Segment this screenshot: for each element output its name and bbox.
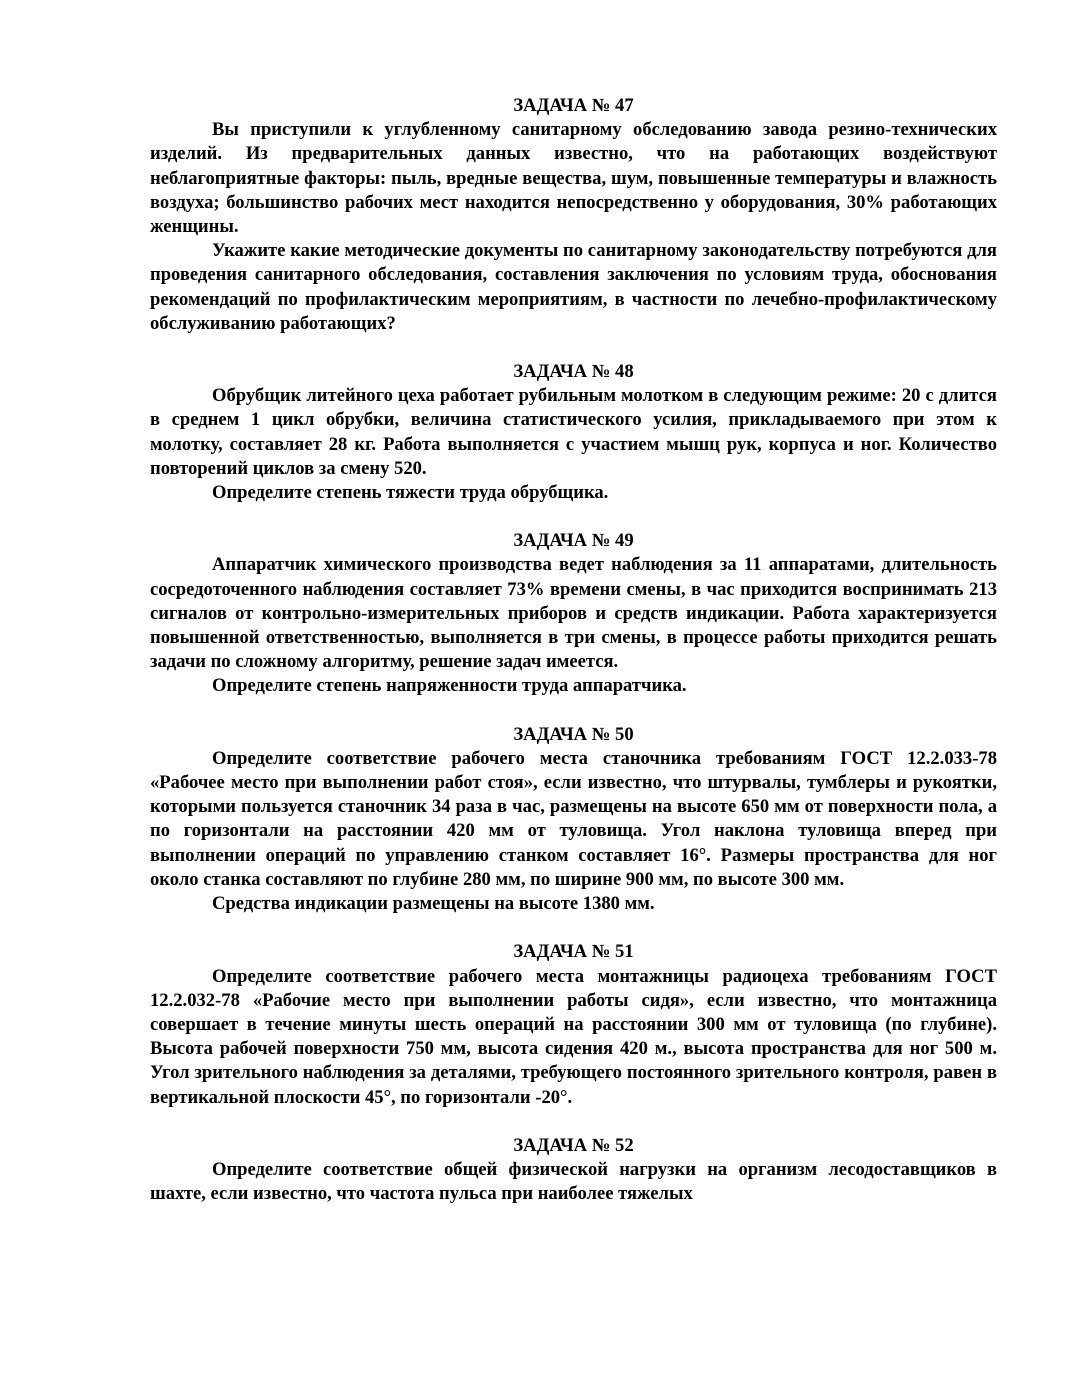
task-title: ЗАДАЧА № 52 [513,1134,634,1156]
task-title: ЗАДАЧА № 50 [513,723,634,745]
task-paragraph: Аппаратчик химического производства ведет наблюдения за 11 аппаратами, длительность сосредоточенного наблюдения составляет 73% времени смены, в час приходится воспринимать 213 сигналов от контрольно-измерительных приборов и средств индикации. Работа характеризуется повышенной ответственностью, выполняется в три смены, в процессе работы приходится решать задачи по сложному алгоритму, решение задач имеется. [150,554,997,673]
task-48 [150,360,997,505]
task-title: ЗАДАЧА № 47 [513,95,634,116]
document-page [150,94,997,1230]
task-paragraph: Обрубщик литейного цеха работает рубильным молотком в следующим режиме: 20 с длится в среднем 1 цикл обрубки, величина статистического усилия, прикладываемого при этом к молотку, составляет 28 кг. Работа выполняется с участием мышц рук, корпуса и ног. Количество повторений циклов за смену 520. [150,385,997,479]
task-52 [150,1134,997,1207]
task-paragraph: Определите соответствие рабочего места станочника требованиям ГОСТ 12.2.033-78 «Рабочее место при выполнении работ стоя», если известно, что штурвалы, тумблеры и рукоятки, которыми пользуется станочник 34 раза в час, размещены на высоте 650 мм от поверхности пола, а по горизонтали на расстоянии 420 мм от туловища. Угол наклона туловища вперед при выполнении операций по управлению станком составляет 16°. Размеры пространства для ног около станка составляют по глубине 280 мм, по ширине 900 мм, по высоте 300 мм. [150,747,997,890]
task-question: Укажите какие методические документы по санитарному законодательству потребуются для проведения санитарного обследования, составления заключения по условиям труда, обоснования рекомендаций по профилактическим мероприятиям, в частности по лечебно-профилактическому обслуживанию работающих? [150,240,997,334]
task-title: ЗАДАЧА № 49 [513,530,634,552]
task-51 [150,940,997,1109]
task-question: Определите степень напряженности труда аппаратчика. [212,675,687,697]
task-47 [150,94,997,336]
task-paragraph: Определите соответствие общей физической нагрузки на организм лесодоставщиков в шахте, если известно, что частота пульса при наиболее тяжелых [150,1158,997,1205]
task-paragraph: Средства индикации размещены на высоте 1380 мм. [212,893,655,915]
task-title: ЗАДАЧА № 51 [513,941,634,963]
task-paragraph: Вы приступили к углубленному санитарному обследованию завода резино-технических изделий. Из предварительных данных известно, что на работающих воздействуют неблагоприятные факторы: пыль, вредные вещества, шум, повышенные температуры и влажность воздуха; большинство рабочих мест находится непосредственно у оборудования, 30% работающих женщины. [150,119,997,238]
task-question: Определите степень тяжести труда обрубщика. [212,482,609,504]
task-50 [150,723,997,917]
task-title: ЗАДАЧА № 48 [513,361,634,383]
task-paragraph: Определите соответствие рабочего места монтажницы радиоцеха требованиям ГОСТ 12.2.032-78 «Рабочие место при выполнении работы сидя», если известно, что монтажница совершает в течение минуты шесть операций на расстоянии 300 мм от туловища (по глубине). Высота рабочей поверхности 750 мм, высота сидения 420 м., высота пространства для ног 500 м. Угол зрительного наблюдения за деталями, требующего постоянного зрительного контроля, равен в вертикальной плоскости 45°, по горизонтали -20°. [150,965,997,1108]
task-49 [150,529,997,698]
